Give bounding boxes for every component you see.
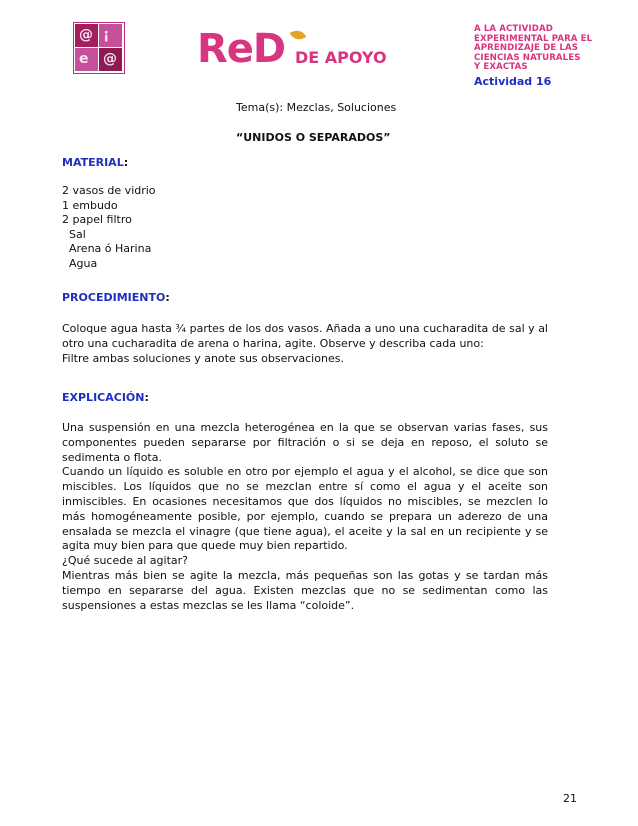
procedimiento-heading: PROCEDIMIENTO:: [62, 291, 170, 304]
logo-subtitle: DE APOYO: [295, 48, 387, 67]
list-item: 2 vasos de vidrio: [62, 184, 156, 197]
topic-line: Tema(s): Mezclas, Soluciones: [236, 101, 397, 114]
paragraph: ¿Qué sucede al agitar?: [62, 554, 188, 568]
procedimiento-text: Coloque agua hasta ¾ partes de los dos vasos. Añada a uno una cucharadita de sal y al otro una cucharadita de arena o harina, agite. Observe y describa cada uno: Filtre ambas soluciones y anote sus observaciones.: [62, 322, 548, 365]
list-item: Sal: [62, 227, 86, 241]
material-heading: MATERIAL:: [62, 156, 129, 169]
paragraph: Mientras más bien se agite la mezcla, más pequeñas son las gotas y se tardan más tiempo en separarse del agua. Existen mezclas que no se sedimentan como las suspensiones a estas mezclas se les llama “coloide”.: [62, 568, 548, 612]
list-item: 1 embudo: [62, 198, 118, 212]
list-item: Arena ó Harina: [62, 242, 152, 256]
header-tagline: A LA ACTIVIDAD EXPERIMENTAL PARA EL APRENDIZAJE DE LAS CIENCIAS NATURALES Y EXACTAS: [474, 24, 593, 73]
list-item: 2 papel filtro: [62, 213, 132, 227]
paragraph: Cuando un líquido es soluble en otro por ejemplo el agua y el alcohol, se dice que son miscibles. Los líquidos que no se mezclan entre sí como el agua y el aceite son inmiscibles. En ocasiones necesitamos que dos líquidos no miscibles, se mezclen lo más homogéneamente posible, por ejemplo, cuando se prepara un aderezo de una ensalada se mezcla el vinagre (que tiene agua), el aceite y la sal en un recipiente y se agita muy bien para que quede muy bien repartido.: [62, 465, 548, 553]
list-item: Agua: [62, 256, 98, 270]
activity-title: “UNIDOS O SEPARADOS”: [236, 131, 391, 144]
page-number: 21: [563, 792, 577, 805]
explicacion-text: [62, 421, 548, 613]
explicacion-heading: EXPLICACIÓN:: [62, 391, 149, 404]
material-list: [62, 184, 156, 272]
logo-word: ReD: [197, 26, 286, 72]
activity-number: Actividad 16: [474, 75, 552, 88]
paragraph: Una suspensión en una mezcla heterogénea en la que se observan varias fases, sus componentes pueden separarse por filtración o si se deja en reposo, el soluto se sedimenta o flota.: [62, 421, 548, 464]
leaf-icon: [290, 28, 307, 42]
institution-logo: @ ¡ e @: [73, 22, 125, 74]
